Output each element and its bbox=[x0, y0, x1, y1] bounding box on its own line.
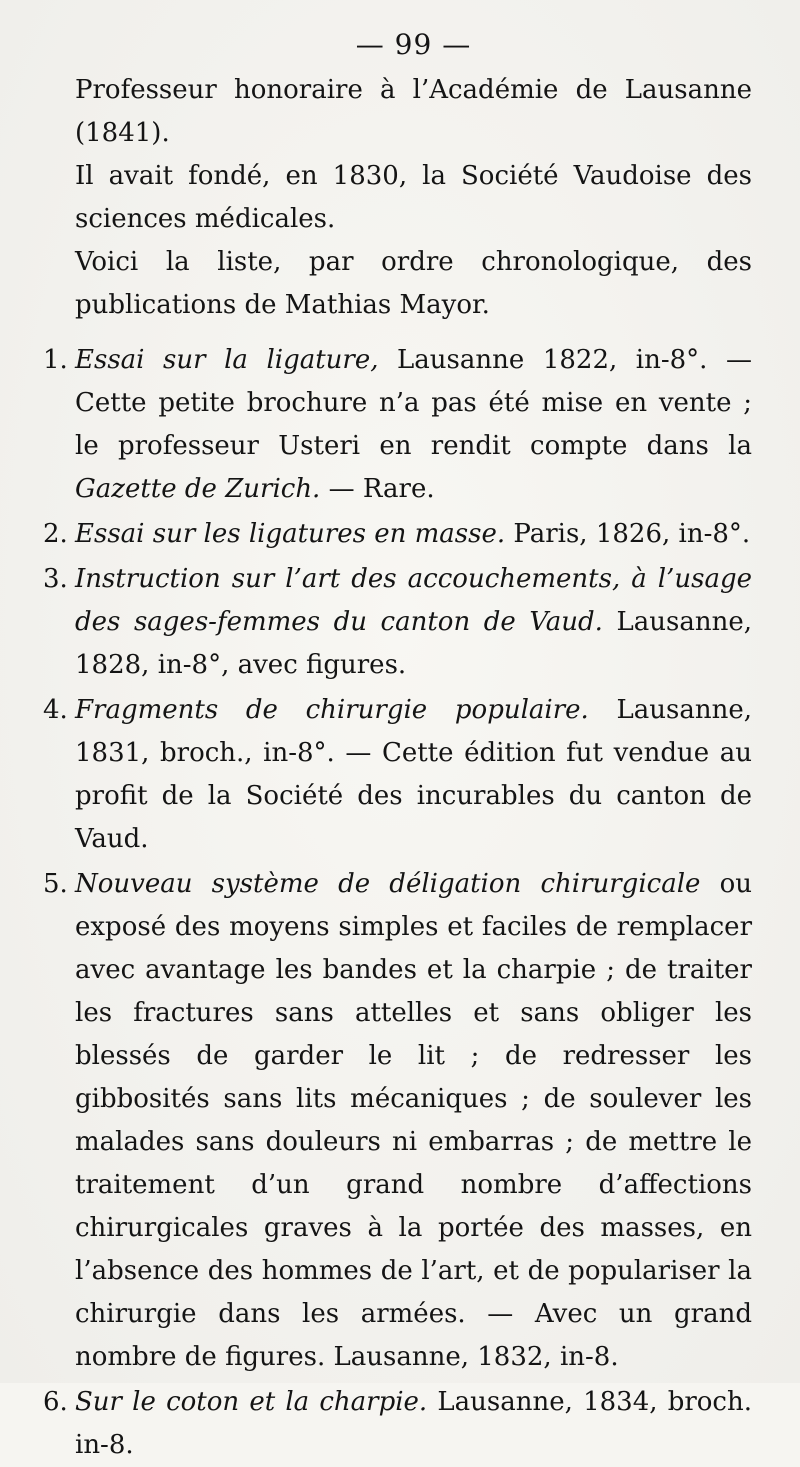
publication-details: Lausanne, 1831, broch., in-8°. — Cette édition fut vendue au profit de la Société des incurables du canton de Vaud. bbox=[75, 695, 752, 854]
page-number: — 99 — bbox=[355, 28, 472, 61]
publication-item-2 bbox=[43, 513, 752, 556]
intro-paragraph-2: Il avait fondé, en 1830, la Société Vaudoise des sciences médicales. bbox=[75, 161, 752, 234]
intro-paragraph-3: Voici la liste, par ordre chronologique, des publications de Mathias Mayor. bbox=[75, 247, 752, 320]
publication-item-3 bbox=[43, 558, 752, 687]
publication-title: Sur le coton et la charpie. bbox=[75, 1387, 428, 1417]
publication-list bbox=[43, 339, 752, 1467]
publication-title: Essai sur la ligature, bbox=[75, 345, 379, 375]
publication-number: 2. bbox=[43, 519, 68, 549]
publication-item-1 bbox=[43, 339, 752, 511]
publication-title: Fragments de chirurgie populaire. bbox=[75, 695, 589, 725]
publication-details: Lausanne 1822, in-8°. — Cette petite brochure n’a pas été mise en vente ; le professeur Usteri en rendit compte dans la bbox=[75, 345, 752, 461]
publication-details: ou exposé des moyens simples et faciles de remplacer avec avantage les bandes et la charpie ; de traiter les fractures sans attelles et sans obliger les blessés de garder le lit ; de redresser les gibbosités sans lits mécaniques ; de soulever les malades sans douleurs ni embarras ; de mettre le traitement d’un grand nombre d’affections chirurgicales graves à la portée des masses, en l’absence des hommes de l’art, et de populariser la chirurgie dans les armées. — Avec un grand nombre de figures. Lausanne, 1832, in-8. bbox=[75, 869, 752, 1372]
publication-details: Paris, 1826, in-8°. bbox=[505, 519, 751, 549]
publication-note: — Rare. bbox=[320, 474, 435, 504]
publication-details: Lausanne, 1828, in-8°, avec figures. bbox=[75, 607, 752, 680]
publication-number: 6. bbox=[43, 1387, 68, 1417]
publication-details: Lausanne, 1834, broch. in-8. bbox=[75, 1387, 752, 1460]
publication-number: 1. bbox=[43, 345, 68, 375]
publication-title: Instruction sur l’art des accouchements, à l’usage des sages-femmes du canton de Vaud. bbox=[75, 564, 752, 637]
page-body bbox=[43, 69, 752, 1467]
publication-number: 4. bbox=[43, 695, 68, 725]
publication-title: Essai sur les ligatures en masse. bbox=[75, 519, 506, 549]
publication-number: 5. bbox=[43, 869, 68, 899]
publication-number: 3. bbox=[43, 564, 68, 594]
publication-title: Nouveau système de déligation chirurgicale bbox=[75, 869, 701, 899]
publication-journal: Gazette de Zurich. bbox=[75, 474, 321, 504]
publication-item-4 bbox=[43, 689, 752, 861]
intro-paragraph-1: Professeur honoraire à l’Académie de Lausanne (1841). bbox=[75, 75, 752, 148]
publication-item-6 bbox=[43, 1381, 752, 1467]
publication-item-5 bbox=[43, 863, 752, 1379]
